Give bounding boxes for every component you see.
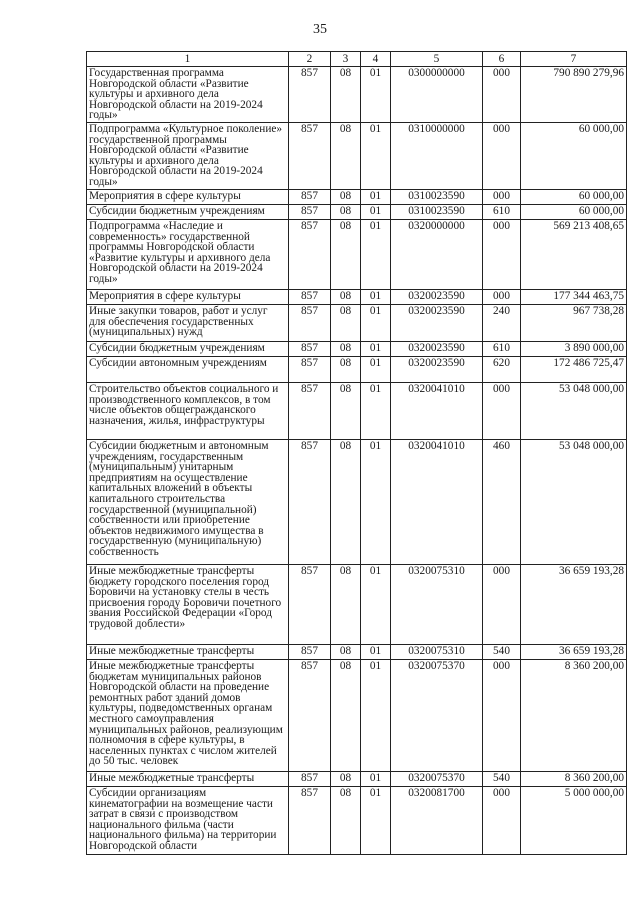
header-col-5: 5 — [391, 52, 483, 67]
table-row — [87, 219, 627, 289]
row-amount-cell: 8 360 200,00 — [521, 659, 627, 771]
row-expense-type-cell: 000 — [483, 659, 521, 771]
row-section-cell: 08 — [331, 189, 361, 204]
row-section-cell: 08 — [331, 67, 361, 123]
table-row — [87, 564, 627, 644]
row-code-admin-cell: 857 — [289, 659, 331, 771]
row-expense-type-cell: 000 — [483, 786, 521, 854]
row-expense-type-cell: 000 — [483, 67, 521, 123]
row-code-admin-cell: 857 — [289, 304, 331, 341]
row-code-admin-cell: 857 — [289, 219, 331, 289]
row-subsection-cell: 01 — [361, 204, 391, 219]
row-section-cell: 08 — [331, 439, 361, 564]
row-section-cell: 08 — [331, 219, 361, 289]
row-subsection-cell: 01 — [361, 382, 391, 439]
row-code-admin-cell: 857 — [289, 786, 331, 854]
row-target-code-cell: 0320041010 — [391, 439, 483, 564]
row-code-admin-cell: 857 — [289, 439, 331, 564]
row-expense-type-cell: 240 — [483, 304, 521, 341]
row-section-cell: 08 — [331, 304, 361, 341]
row-subsection-cell: 01 — [361, 67, 391, 123]
row-section-cell: 08 — [331, 204, 361, 219]
row-expense-type-cell: 000 — [483, 189, 521, 204]
row-name-cell: Субсидии автономным учреждениям — [87, 356, 289, 382]
row-code-admin-cell: 857 — [289, 189, 331, 204]
row-amount-cell: 60 000,00 — [521, 122, 627, 189]
table-row — [87, 289, 627, 304]
table-row — [87, 659, 627, 771]
row-expense-type-cell: 540 — [483, 771, 521, 786]
row-target-code-cell: 0320023590 — [391, 341, 483, 356]
row-name-cell: Субсидии бюджетным учреждениям — [87, 204, 289, 219]
row-target-code-cell: 0320023590 — [391, 304, 483, 341]
header-row — [87, 52, 627, 67]
row-expense-type-cell: 540 — [483, 644, 521, 659]
page-number: 35 — [313, 22, 327, 37]
row-amount-cell: 8 360 200,00 — [521, 771, 627, 786]
row-subsection-cell: 01 — [361, 659, 391, 771]
row-subsection-cell: 01 — [361, 564, 391, 644]
row-target-code-cell: 0320023590 — [391, 356, 483, 382]
row-section-cell: 08 — [331, 786, 361, 854]
header-col-7: 7 — [521, 52, 627, 67]
row-amount-cell: 36 659 193,28 — [521, 564, 627, 644]
row-target-code-cell: 0320023590 — [391, 289, 483, 304]
row-name-cell: Подпрограмма «Культурное поколение» государственной программы Новгородской области «Развитие культуры и архивного дела Новгородской области на 2019-2024 годы» — [87, 122, 289, 189]
header-col-6: 6 — [483, 52, 521, 67]
row-amount-cell: 60 000,00 — [521, 204, 627, 219]
row-code-admin-cell: 857 — [289, 122, 331, 189]
row-section-cell: 08 — [331, 564, 361, 644]
row-name-cell: Мероприятия в сфере культуры — [87, 189, 289, 204]
budget-table — [86, 51, 627, 855]
row-name-cell: Субсидии бюджетным учреждениям — [87, 341, 289, 356]
row-name-cell: Иные межбюджетные трансферты — [87, 771, 289, 786]
row-expense-type-cell: 000 — [483, 219, 521, 289]
row-amount-cell: 3 890 000,00 — [521, 341, 627, 356]
row-name-cell: Строительство объектов социального и производственного комплексов, в том числе объектов общегражданского назначения, жилья, инфраструктуры — [87, 382, 289, 439]
row-section-cell: 08 — [331, 644, 361, 659]
row-name-cell: Мероприятия в сфере культуры — [87, 289, 289, 304]
row-name-cell: Государственная программа Новгородской области «Развитие культуры и архивного дела Новгородской области на 2019-2024 годы» — [87, 67, 289, 123]
row-code-admin-cell: 857 — [289, 382, 331, 439]
row-amount-cell: 172 486 725,47 — [521, 356, 627, 382]
table-row — [87, 786, 627, 854]
row-section-cell: 08 — [331, 356, 361, 382]
row-subsection-cell: 01 — [361, 122, 391, 189]
row-target-code-cell: 0320041010 — [391, 382, 483, 439]
row-subsection-cell: 01 — [361, 189, 391, 204]
row-expense-type-cell: 460 — [483, 439, 521, 564]
row-code-admin-cell: 857 — [289, 564, 331, 644]
row-amount-cell: 569 213 408,65 — [521, 219, 627, 289]
table-row — [87, 356, 627, 382]
header-col-4: 4 — [361, 52, 391, 67]
row-expense-type-cell: 000 — [483, 289, 521, 304]
row-amount-cell: 177 344 463,75 — [521, 289, 627, 304]
row-expense-type-cell: 000 — [483, 382, 521, 439]
row-target-code-cell: 0320081700 — [391, 786, 483, 854]
row-amount-cell: 5 000 000,00 — [521, 786, 627, 854]
row-subsection-cell: 01 — [361, 439, 391, 564]
row-name-cell: Иные межбюджетные трансферты бюджету городского поселения город Боровичи на установку стелы в честь присвоения городу Боровичи почетного звания Российской Федерации «Город трудовой доблести» — [87, 564, 289, 644]
row-target-code-cell: 0320075370 — [391, 659, 483, 771]
row-code-admin-cell: 857 — [289, 644, 331, 659]
row-target-code-cell: 0320000000 — [391, 219, 483, 289]
row-code-admin-cell: 857 — [289, 67, 331, 123]
row-subsection-cell: 01 — [361, 289, 391, 304]
row-target-code-cell: 0310000000 — [391, 122, 483, 189]
row-name-cell: Иные закупки товаров, работ и услуг для обеспечения государственных (муниципальных) нужд — [87, 304, 289, 341]
table-row — [87, 341, 627, 356]
row-expense-type-cell: 610 — [483, 204, 521, 219]
header-col-3: 3 — [331, 52, 361, 67]
row-section-cell: 08 — [331, 341, 361, 356]
row-name-cell: Иные межбюджетные трансферты — [87, 644, 289, 659]
row-subsection-cell: 01 — [361, 644, 391, 659]
row-amount-cell: 967 738,28 — [521, 304, 627, 341]
row-target-code-cell: 0300000000 — [391, 67, 483, 123]
table-row — [87, 204, 627, 219]
row-expense-type-cell: 000 — [483, 564, 521, 644]
table-row — [87, 382, 627, 439]
row-expense-type-cell: 000 — [483, 122, 521, 189]
row-amount-cell: 60 000,00 — [521, 189, 627, 204]
row-target-code-cell: 0320075370 — [391, 771, 483, 786]
header-col-1: 1 — [87, 52, 289, 67]
row-code-admin-cell: 857 — [289, 341, 331, 356]
row-amount-cell: 36 659 193,28 — [521, 644, 627, 659]
table-row — [87, 122, 627, 189]
row-amount-cell: 53 048 000,00 — [521, 439, 627, 564]
row-subsection-cell: 01 — [361, 341, 391, 356]
row-section-cell: 08 — [331, 659, 361, 771]
row-amount-cell: 53 048 000,00 — [521, 382, 627, 439]
row-name-cell: Подпрограмма «Наследие и современность» государственной программы Новгородской области «Развитие культуры и архивного дела Новгородской области на 2019-2024 годы» — [87, 219, 289, 289]
table-row — [87, 771, 627, 786]
row-amount-cell: 790 890 279,96 — [521, 67, 627, 123]
row-section-cell: 08 — [331, 122, 361, 189]
row-section-cell: 08 — [331, 289, 361, 304]
table-row — [87, 67, 627, 123]
row-name-cell: Субсидии организациям кинематографии на возмещение части затрат в связи с производством национального фильма (части национального фильма) на территории Новгородской области — [87, 786, 289, 854]
table-row — [87, 304, 627, 341]
row-target-code-cell: 0310023590 — [391, 189, 483, 204]
row-target-code-cell: 0320075310 — [391, 644, 483, 659]
table-row — [87, 189, 627, 204]
row-subsection-cell: 01 — [361, 219, 391, 289]
row-code-admin-cell: 857 — [289, 289, 331, 304]
row-expense-type-cell: 620 — [483, 356, 521, 382]
row-name-cell: Иные межбюджетные трансферты бюджетам муниципальных районов Новгородской области на проведение ремонтных работ зданий домов культуры, подведомственных органам местного самоуправления муниципальных районов, реализующим полномочия в сфере культуры, в населенных пунктах с числом жителей до 50 тыс. человек — [87, 659, 289, 771]
table-row — [87, 644, 627, 659]
header-col-2: 2 — [289, 52, 331, 67]
row-subsection-cell: 01 — [361, 356, 391, 382]
row-section-cell: 08 — [331, 382, 361, 439]
row-code-admin-cell: 857 — [289, 771, 331, 786]
row-subsection-cell: 01 — [361, 786, 391, 854]
row-section-cell: 08 — [331, 771, 361, 786]
row-subsection-cell: 01 — [361, 304, 391, 341]
row-name-cell: Субсидии бюджетным и автономным учреждениям, государственным (муниципальным) унитарным предприятиям на осуществление капитальных вложений в объекты капитального строительства государственной (муниципальной) собственности или приобретение объектов недвижимого имущества в государственную (муниципальную) собственность — [87, 439, 289, 564]
row-code-admin-cell: 857 — [289, 356, 331, 382]
row-code-admin-cell: 857 — [289, 204, 331, 219]
row-expense-type-cell: 610 — [483, 341, 521, 356]
row-subsection-cell: 01 — [361, 771, 391, 786]
table-row — [87, 439, 627, 564]
row-target-code-cell: 0310023590 — [391, 204, 483, 219]
row-target-code-cell: 0320075310 — [391, 564, 483, 644]
